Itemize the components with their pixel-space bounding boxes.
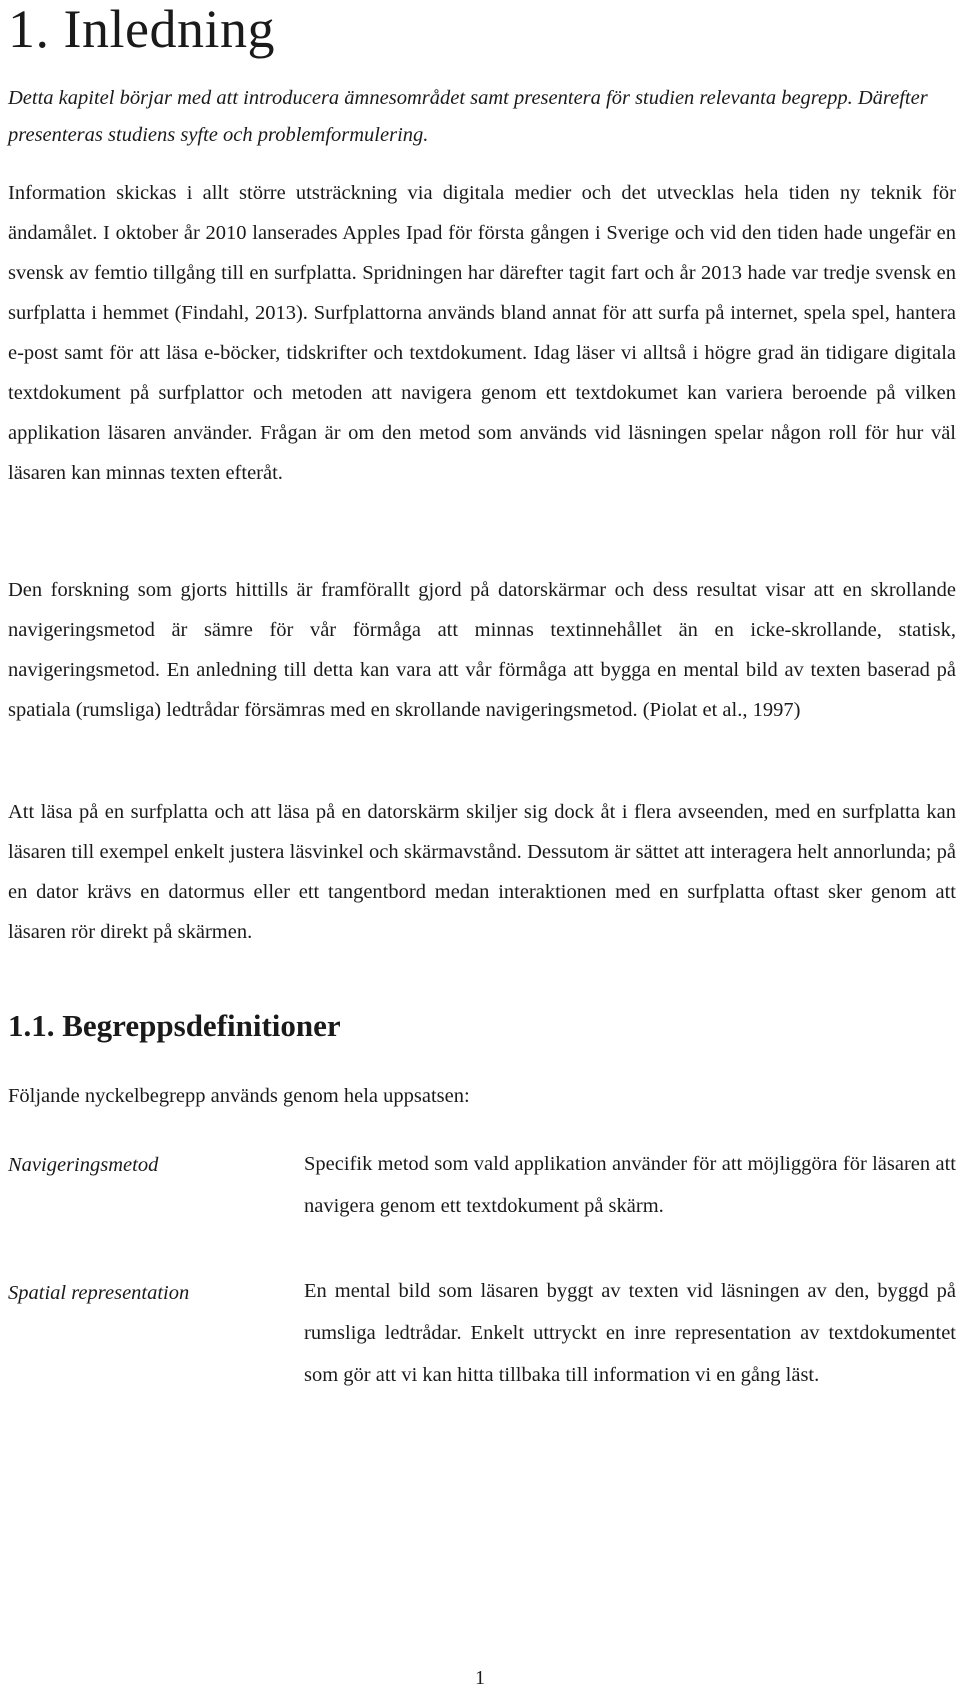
definition-term-spatial-representation: Spatial representation — [8, 1282, 190, 1304]
definition-description-spatial-representation: En mental bild som läsaren byggt av texten vid läsningen av den, byggd på rumsliga ledtrådar. Enkelt uttryckt en inre representation av textdokumentet som gör att vi kan hitta tillbaka till information vi en gång läst. — [304, 1280, 956, 1386]
body-paragraph-3: Att läsa på en surfplatta och att läsa på en datorskärm skiljer sig dock åt i flera avseenden, med en surfplatta kan läsaren till exempel enkelt justera läsvinkel och skärmavstånd. Dessutom är sättet att interagera helt annorlunda; på en dator krävs en datormus eller ett tangentbord medan interaktionen med en surfplatta oftast sker genom att läsaren rör direkt på skärmen. — [8, 801, 956, 943]
body-paragraph-1: Information skickas i allt större utsträckning via digitala medier och det utvecklas hela tiden ny teknik för ändamålet. I oktober år 2010 lanserades Apples Ipad för första gången i Sverige och vid den tiden hade ungefär en svensk av femtio tillgång till en surfplatta. Spridningen har därefter tagit fart och år 2013 hade var tredje svensk en surfplatta i hemmet (Findahl, 2013). Surfplattorna används bland annat för att surfa på internet, spela spel, hantera e-post samt för att läsa e-böcker, tidskrifter och textdokument. Idag läser vi alltså i högre grad än tidigare digitala textdokument på surfplattor och metoden att navigera genom ett textdokumet kan variera beroende på vilken applikation läsaren använder. Frågan är om den metod som används vid läsningen spelar någon roll för hur väl läsaren kan minnas texten efteråt. — [8, 182, 956, 484]
definition-term-navigeringsmetod: Navigeringsmetod — [8, 1154, 159, 1176]
definition-description-navigeringsmetod: Specifik metod som vald applikation använder för att möjliggöra för läsaren att navigera genom ett textdokument på skärm. — [304, 1153, 956, 1217]
body-paragraph-2: Den forskning som gjorts hittills är framförallt gjord på datorskärmar och dess resultat visar att en skrollande navigeringsmetod är sämre för vår förmåga att minnas textinnehållet än en icke-skrollande, statisk, navigeringsmetod. En anledning till detta kan vara att vår förmåga att bygga en mental bild av texten baserad på spatiala (rumsliga) ledtrådar försämras med en skrollande navigeringsmetod. (Piolat et al., 1997) — [8, 579, 956, 721]
chapter-intro: Detta kapitel börjar med att introducera ämnesområdet samt presentera för studien relevanta begrepp. Därefter presenteras studiens syfte och problemformulering. — [8, 87, 928, 146]
page-number: 1 — [475, 1667, 485, 1689]
section-heading: 1.1. Begreppsdefinitioner — [8, 1008, 341, 1043]
chapter-heading: 1. Inledning — [8, 0, 275, 59]
definitions-lead: Följande nyckelbegrepp används genom hela uppsatsen: — [8, 1085, 470, 1107]
